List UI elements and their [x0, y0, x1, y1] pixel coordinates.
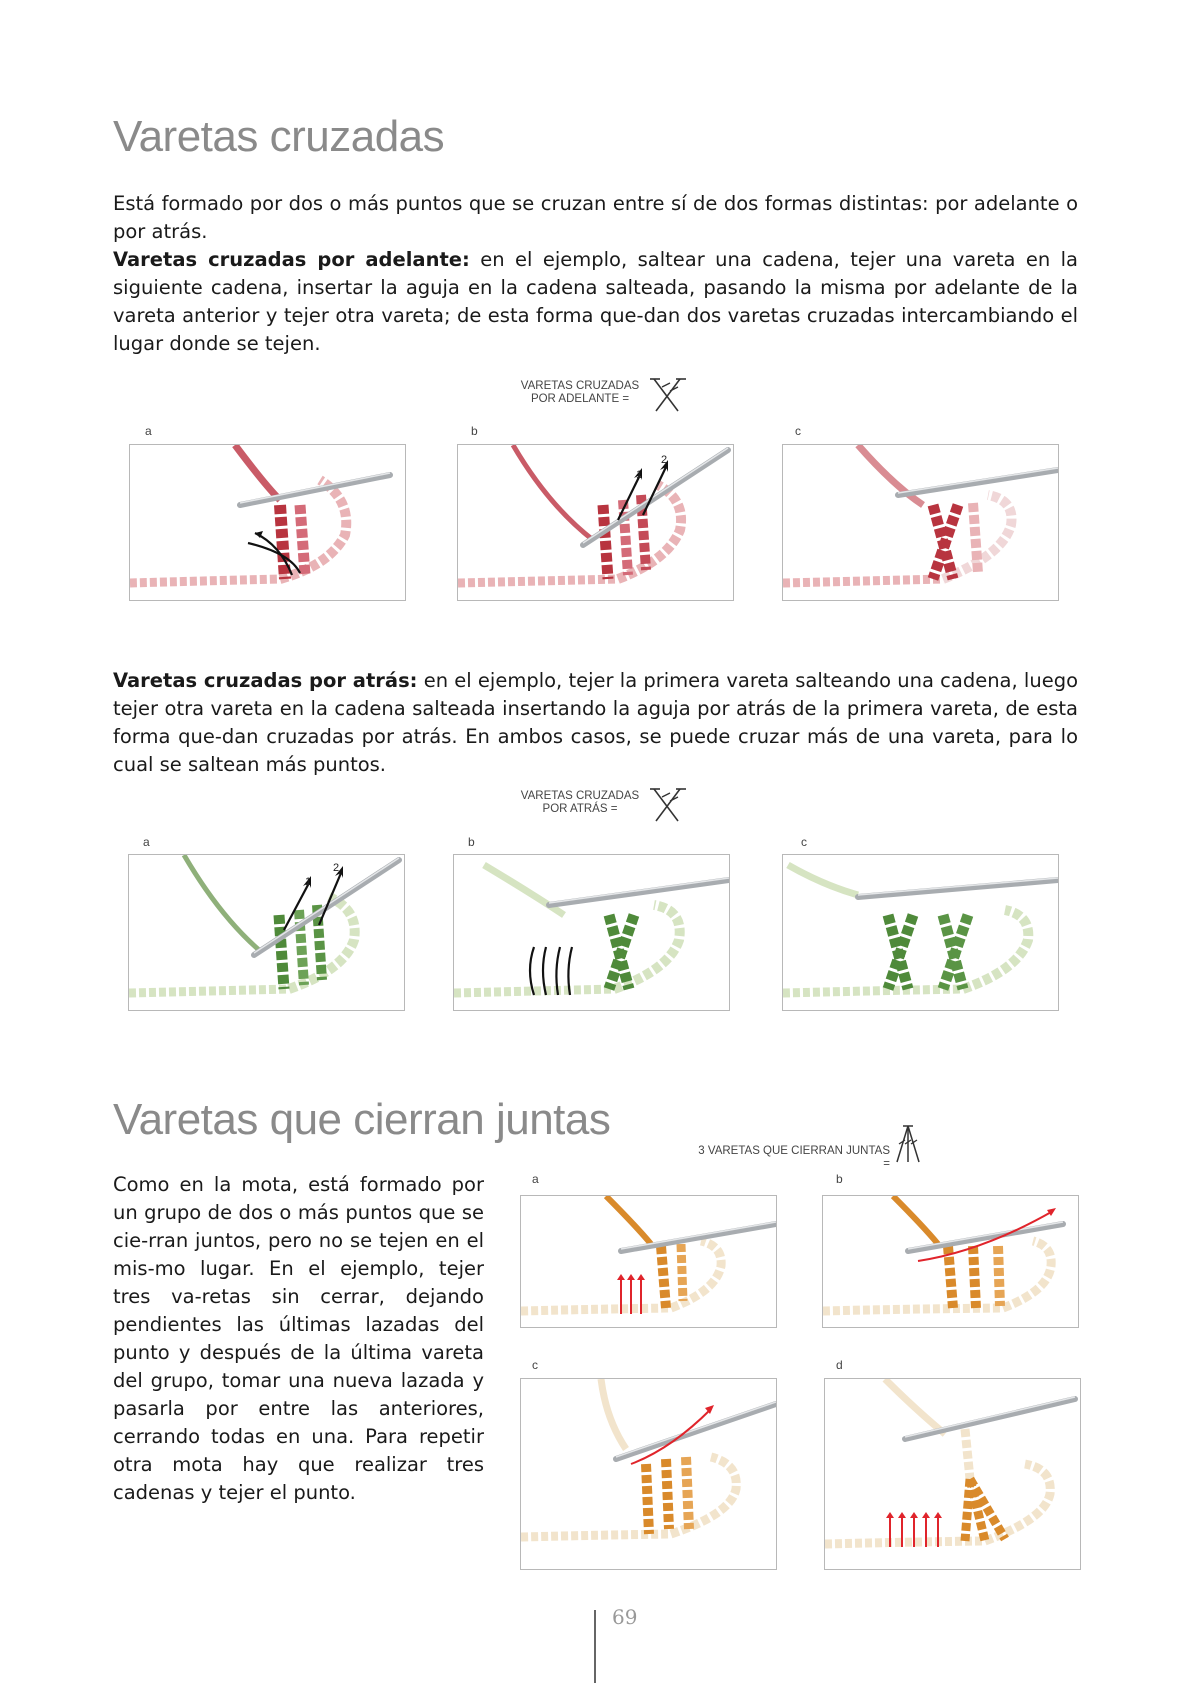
front-text: en el ejemplo, saltear una cadena, tejer una vareta en la siguiente cadena, insertar la aguja en la cadena salteada, pasando la misma por adelante de la vareta anterior y tejer otra vareta; de esta forma que-dan dos varetas cruzadas intercambiando el lugar donde se tejen.	[113, 248, 1078, 355]
front-panel-letter-b: b	[471, 424, 478, 438]
back-panel-letter-b: b	[468, 835, 475, 849]
back-panel-b	[453, 854, 730, 1011]
front-panel-letter-a: a	[145, 424, 152, 438]
crossed-stitch-symbol-back	[648, 785, 688, 825]
intro-paragraph	[113, 190, 1078, 358]
back-panel-a	[128, 854, 405, 1011]
cluster-panel-d	[824, 1378, 1081, 1570]
section-title-varetas-cruzadas: Varetas cruzadas	[113, 112, 445, 161]
cluster-panel-letter-b: b	[836, 1172, 843, 1186]
cluster-legend: 3 VARETAS QUE CIERRAN JUNTAS =	[698, 1145, 890, 1170]
back-a-arrow-label-2: 2	[333, 862, 340, 874]
front-panel-c	[782, 444, 1059, 601]
back-text: en el ejemplo, tejer la primera vareta salteando una cadena, luego tejer otra vareta en la cadena salteada insertando la aguja por atrás de la primera vareta, de esta forma que-dan cruzadas por atrás. En ambos casos, se puede cruzar más de una vareta, para lo cual se saltean más puntos.	[113, 669, 1078, 776]
back-panel-letter-c: c	[801, 835, 807, 849]
front-b-arrow-label-1: 1	[636, 469, 643, 481]
back-legend	[515, 790, 645, 816]
back-legend-line2: POR ATRÁS =	[542, 803, 618, 815]
back-a-arrow-label-1: 1	[305, 876, 312, 888]
front-panel-b	[457, 444, 734, 601]
front-legend-line2: POR ADELANTE =	[530, 393, 630, 405]
page-number: 69	[612, 1605, 638, 1629]
cluster-panel-letter-a: a	[532, 1172, 539, 1186]
back-paragraph	[113, 667, 1078, 779]
front-legend	[515, 380, 645, 406]
cluster-panel-c	[520, 1378, 777, 1570]
cluster-paragraph: Como en la mota, está formado por un grupo de dos o más puntos que se cie-rran juntos, pero no se tejen en el mis-mo lugar. En el ejemplo, tejer tres va-retas sin cerrar, dejando pendientes las últimas lazadas del punto y después de la última vareta del grupo, tomar una nueva lazada y pasarla por entre las anteriores, cerrando todas en una. Para repetir otra mota hay que realizar tres cadenas y tejer el punto.	[113, 1173, 484, 1504]
front-heading: Varetas cruzadas por adelante:	[113, 248, 470, 271]
front-legend-line1: VARETAS CRUZADAS	[520, 380, 640, 392]
back-panel-letter-a: a	[143, 835, 150, 849]
front-b-arrow-label-2: 2	[661, 454, 668, 466]
page-number-rule	[594, 1610, 596, 1683]
front-panel-a	[129, 444, 406, 601]
back-heading: Varetas cruzadas por atrás:	[113, 669, 418, 692]
back-legend-line1: VARETAS CRUZADAS	[520, 790, 640, 802]
section-title-varetas-que-cierran-juntas: Varetas que cierran juntas	[113, 1095, 611, 1144]
cluster-panel-a	[520, 1195, 777, 1328]
cluster-stitch-symbol	[893, 1122, 923, 1164]
intro-text: Está formado por dos o más puntos que se cruzan entre sí de dos formas distintas: por adelante o por atrás.	[113, 192, 1078, 243]
cluster-panel-letter-c: c	[532, 1358, 538, 1372]
cluster-panel-letter-d: d	[836, 1358, 843, 1372]
cluster-panel-b	[822, 1195, 1079, 1328]
crossed-stitch-symbol-front	[648, 375, 688, 415]
front-panel-letter-c: c	[795, 424, 801, 438]
back-panel-c	[782, 854, 1059, 1011]
